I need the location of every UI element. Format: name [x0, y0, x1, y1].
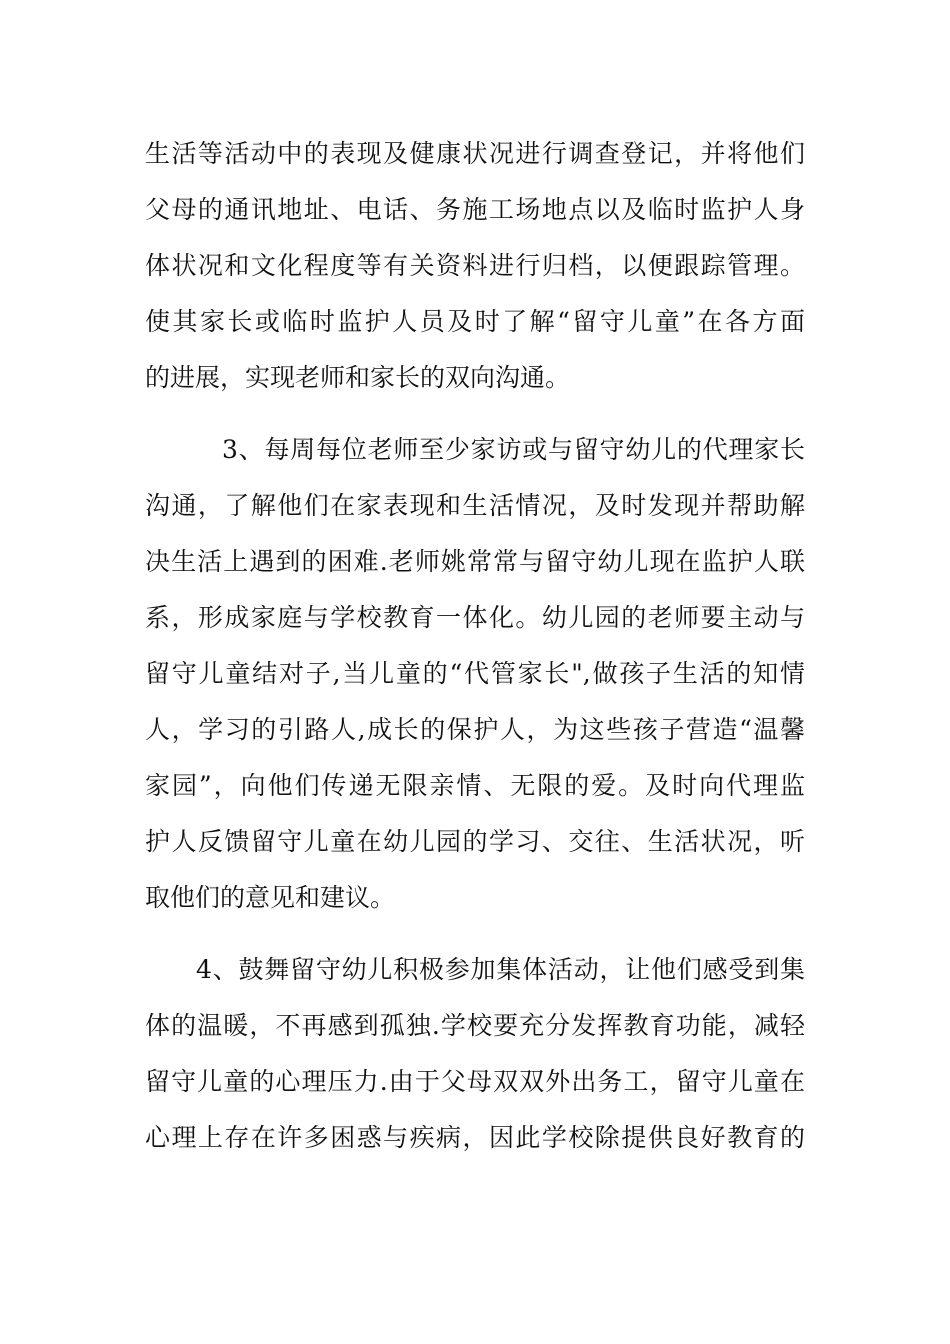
text-line: 护人反馈留守儿童在幼儿园的学习、交往、生活状况，听 [145, 827, 805, 856]
text-line: 留守儿童结对子,当儿童的“代管家长",做孩子生活的知情 [145, 659, 805, 688]
text-line: 系，形成家庭与学校教育一体化。幼儿园的老师要主动与 [145, 603, 805, 632]
text-line: 沟通，了解他们在家表现和生活情况，及时发现并帮助解 [145, 491, 805, 520]
text-line: 3、每周每位老师至少家访或与留守幼儿的代理家长 [222, 435, 805, 464]
text-line: 家园”，向他们传递无限亲情、无限的爱。及时向代理监 [145, 771, 805, 800]
text-line: 使其家长或临时监护人员及时了解“留守儿童”在各方面 [145, 307, 805, 336]
text-line: 人，学习的引路人,成长的保护人，为这些孩子营造“温馨 [145, 715, 805, 744]
text-line: 4、鼓舞留守幼儿积极参加集体活动，让他们感受到集 [196, 955, 805, 984]
text-line: 体状况和文化程度等有关资料进行归档，以便跟踪管理。 [145, 251, 805, 280]
text-line: 留守儿童的心理压力.由于父母双双外出务工，留守儿童在 [145, 1067, 805, 1096]
text-line: 生活等活动中的表现及健康状况进行调查登记，并将他们 [145, 139, 805, 168]
text-line: 取他们的意见和建议。 [145, 883, 396, 912]
text-line: 心理上存在许多困惑与疾病，因此学校除提供良好教育的 [145, 1123, 805, 1152]
text-line: 决生活上遇到的困难.老师姚常常与留守幼儿现在监护人联 [145, 547, 805, 576]
text-line: 体的温暖，不再感到孤独.学校要充分发挥教育功能，减轻 [145, 1011, 805, 1040]
text-line: 的进展，实现老师和家长的双向沟通。 [145, 363, 571, 392]
text-line: 父母的通讯地址、电话、务施工场地点以及临时监护人身 [145, 195, 805, 224]
